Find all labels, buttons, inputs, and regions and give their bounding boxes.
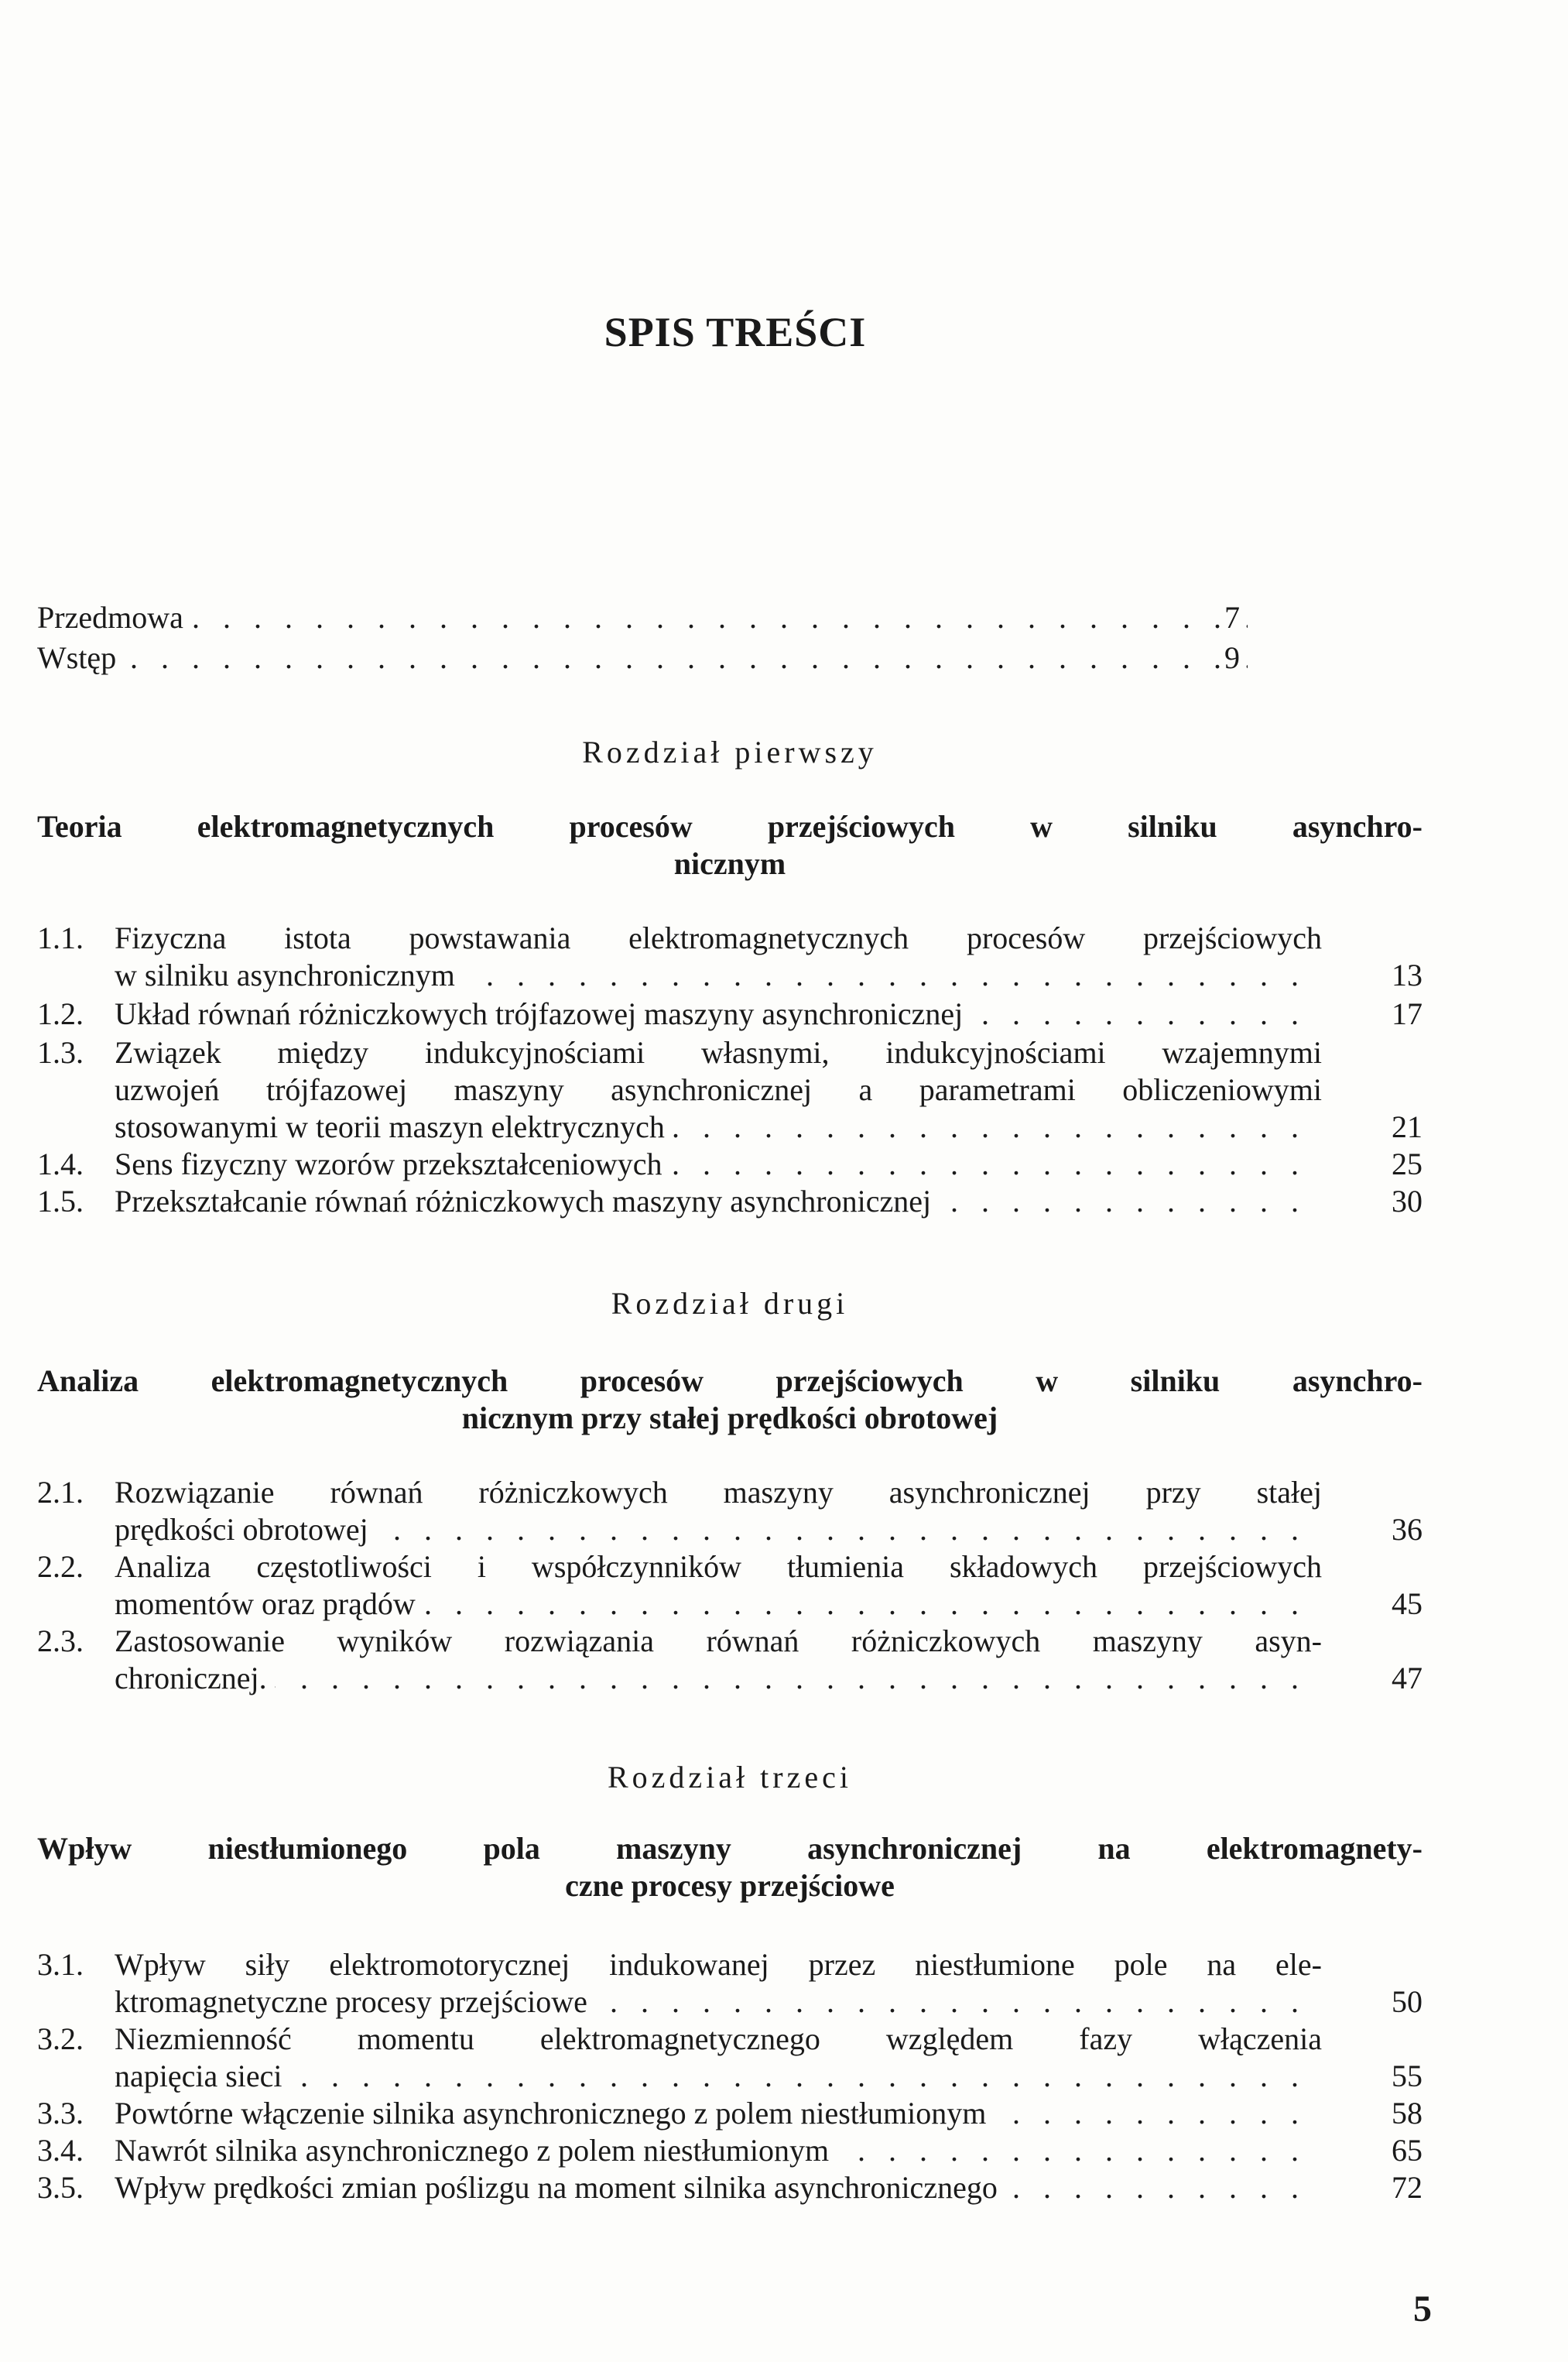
entry-number: 2.2. [37,1549,84,1584]
entry-text: Wstęp . . . [37,639,1248,677]
chapter-title-1: Teoria elektromagnetycznych procesów przejściowych w silniku asynchro- nicznym [37,809,1422,881]
page-folio-number: 5 [1413,2288,1432,2329]
entry-number: 3.2. [37,2021,84,2056]
entry-page-number: 36 [1392,1512,1422,1547]
chapter-label-3: Rozdział trzeci [608,1760,852,1795]
entry-page-number: 25 [1392,1147,1422,1181]
entry-page-number: 72 [1392,2170,1422,2205]
entry-page-number: 50 [1392,1984,1422,2019]
entry-page-number: 65 [1392,2133,1422,2168]
entry-text: Przedmowa . . . [37,599,1248,636]
entry-page-number: 58 [1392,2096,1422,2131]
entry-page-number: 9 [1224,640,1240,675]
entry-page-number: 13 [1392,958,1422,992]
chapter-title-2: Analiza elektromagnetycznych procesów przejściowych w silniku asynchro- nicznym przy stałej prędkości obrotowej [37,1363,1422,1435]
entry-page-number: 17 [1392,996,1422,1031]
chapter-label-1: Rozdział pierwszy [582,735,878,770]
page-title: SPIS TREŚCI [604,309,867,355]
entry-number: 2.3. [37,1623,84,1658]
book-page: SPIS TREŚCI Przedmowa . . . 7 Wstęp . . . 9 Rozdział pierwszy Teoria elektromagnetycznych procesów przejściowych w silniku asynchro- nicznym 1.1. Fizyczna istota powstawania elektromagnetycznych procesów przejściowych w silniku asynchronicznym . . . 13 1.2. Układ równań różniczkowych trójfazowej maszyny asynchronicznej . . . 17 1.3. Związek między indukcyjnościami własnymi, indukcyjnościami wzajemnymi uzwojeń trójfazowej maszyny asynchronicznej a parametrami obliczeniowymi stosowanymi w teorii maszyn elektrycznych . . . 21 1.4. Sens fizyczny wzorów przekształceniowych . . . 25 1.5. Przekształcanie równań różniczkowych maszyny asynchronicznej . . . 30 Rozdział drugi Analiza elektromagnetycznych procesów przejściowych w silniku asynchro- nicznym przy stałej prędkości obrotowej 2.1. Rozwiązanie równań różniczkowych maszyny asynchronicznej przy stałej prędkości obrotowej . . . 36 2.2. Analiza częstotliwości i współczynników tłumienia składowych przejściowych momentów oraz prądów . . . 45 2.3. Zastosowanie wyników rozwiązania równań różniczkowych maszyny asyn- chronicznej. . . . 47 Rozdział trzeci Wpływ niestłumionego pola maszyny asynchronicznej na elektromagnety- czne procesy przejściowe 3.1. Wpływ siły elektromotorycznej indukowanej przez niestłumione pole na ele- ktromagnetyczne procesy przejściowe . . . 50 3.2. Niezmienność momentu elektromagnetycznego względem fazy włączenia napięcia sieci . . . 55 3.3. Powtórne włączenie silnika asynchronicznego z polem niestłumionym . . . 58 3.4. Nawrót silnika asynchronicznego z polem niestłumionym . . . 65 3.5. Wpływ prędkości zmian poślizgu na moment silnika asynchronicznego . . . 72 5 [0,0,1568,2362]
chapter-label-2: Rozdział drugi [611,1286,849,1321]
entry-number: 1.2. [37,996,84,1031]
entry-number: 3.3. [37,2096,84,2131]
entry-number: 2.1. [37,1475,84,1510]
entry-number: 1.1. [37,920,84,955]
entry-number: 1.3. [37,1035,84,1070]
entry-page-number: 47 [1392,1661,1422,1695]
entry-page-number: 45 [1392,1586,1422,1621]
entry-number: 1.4. [37,1147,84,1181]
entry-number: 3.1. [37,1947,84,1982]
entry-page-number: 21 [1392,1109,1422,1144]
entry-page-number: 55 [1392,2059,1422,2093]
chapter-title-3: Wpływ niestłumionego pola maszyny asynchronicznej na elektromagnety- czne procesy przejściowe [37,1831,1422,1903]
entry-number: 3.5. [37,2170,84,2205]
entry-number: 3.4. [37,2133,84,2168]
entry-page-number: 30 [1392,1184,1422,1219]
entry-number: 1.5. [37,1184,84,1219]
entry-page-number: 7 [1224,600,1240,635]
